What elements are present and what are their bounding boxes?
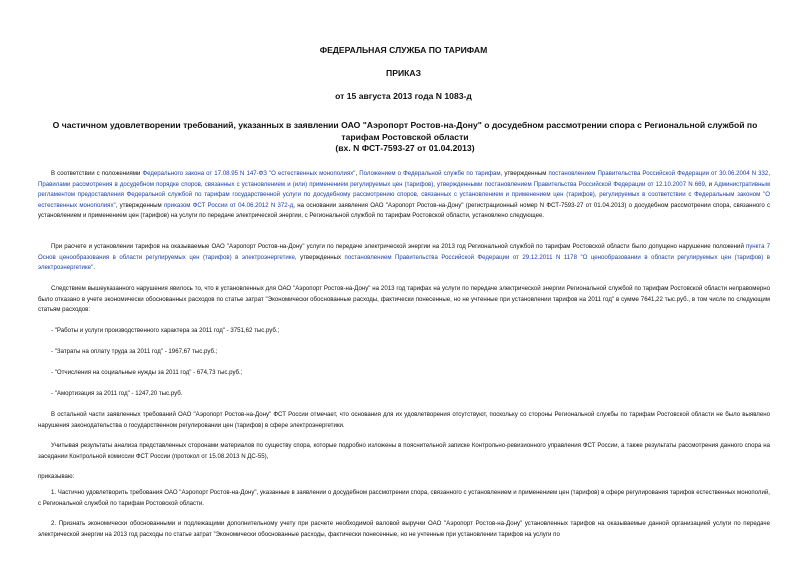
paragraph-order-word: приказываю:: [38, 473, 75, 480]
expense-item-1: - "Работы и услуги производственного характера за 2011 год" - 3751,62 тыс.руб.;: [51, 327, 280, 334]
title-line-3: (вх. N ФСТ-7593-27 от 01.04.2013): [335, 143, 475, 153]
date-number-heading: от 15 августа 2013 года N 1083-д: [335, 91, 472, 101]
title-line-2: тарифам Ростовской области: [341, 131, 469, 142]
paragraph-consequence: Следствием вышеуказанного нарушения явилось то, что в установленных для ОАО "Аэропорт Ростов-на-Дону" на 2013 год тарифах на услуги по передаче электрической энергии Региональной службой по тарифам Ростовской области неправомерно было отказано в учете экономически обоснованных расходов по статье затрат "Экономически обоснованные расходы, фактически понесенные, но не учтенные при установлении тарифов на 2011 год" в сумме 7641,22 тыс.руб., в том числе по следующим статьям расходов:: [38, 285, 770, 314]
document-title: [38, 120, 772, 155]
expense-item-4: - "Амортизация за 2011 год" - 1247,20 тыс.руб.: [51, 390, 183, 397]
expense-item-2: - "Затраты на оплату труда за 2011 год" - 1967,67 тыс.руб.;: [51, 348, 218, 355]
link-pricing-basics-p7[interactable]: пункта 7 Основ ценообразования в области регулируемых цен (тарифов) в электроэнергетике: [38, 243, 771, 261]
agency-heading: ФЕДЕРАЛЬНАЯ СЛУЖБА ПО ТАРИФАМ: [319, 45, 488, 55]
title-line-1: О частичном удовлетворении требований, указанных в заявлении ОАО "Аэропорт Ростов-на-Дону" о досудебном рассмотрении спора с Региональной службой по: [52, 120, 758, 130]
link-dispute-rules-669[interactable]: Правилами рассмотрения в досудебном порядке споров, связанных с установлением и (или) применением регулируемых цен (тарифов), утвержденными постановлением Правительства Российской Федерации от 12.10.2007 N 669: [38, 180, 705, 188]
paragraph-analysis: Учитывая результаты анализа представленных сторонами материалов по существу спора, которые подробно изложены в пояснительной записке Контрольно-ревизионного управления ФСТ России, а также результаты рассмотрения данного спора на заседании Контрольной комиссии ФСТ России (протокол от 15.08.2013 N ДС-55),: [38, 442, 770, 460]
link-federal-law-147[interactable]: Федерального закона от 17.08.95 N 147-ФЗ "О естественных монополиях": [142, 170, 356, 177]
link-fst-regulation[interactable]: Положением о Федеральной службе по тарифам: [359, 170, 501, 177]
paragraph-legal-basis: В соответствии с положениями Федерального закона от 17.08.95 N 147-ФЗ "О естественных монополиях", Положением о Федеральной службе по тарифам, утвержденным постановлением Правительства Российской Федерации от 30.06.2004 N 332, Правилами рассмотрения в досудебном порядке споров, связанных с установлением и (или) применением регулируемых цен (тарифов), утвержденными постановлением Правительства Российской Федерации от 12.10.2007 N 669, и Административным регламентом предоставления Федеральной службой по тарифам государственной услуги по досудебному рассмотрению споров, связанных с установлением и применением цен (тарифов), регулируемых в соответствии с Федеральным законом "О естественных монополиях", утвержденным приказом ФСТ России от 04.06.2012 N 372-д, на основании заявления ОАО "Аэропорт Ростов-на-Дону" (регистрационный номер N ФСТ-7593-27 от 01.04.2013) о досудебном рассмотрении спора, связанного с установлением и применением цен (тарифов) на услуги по передаче электрической энергии, с Региональной службой по тарифам Ростовской области, установлено следующее.: [38, 170, 771, 220]
link-government-decree-1178[interactable]: постановлением Правительства Российской Федерации от 29.12.2011 N 1178 "О ценообразовании в области регулируемых цен (тарифов) в электроэнергетике": [38, 253, 770, 272]
link-government-decree-332[interactable]: постановлением Правительства Российской Федерации от 30.06.2004 N 332: [548, 170, 769, 177]
order-clause-1: 1. Частично удовлетворить требования ОАО "Аэропорт Ростов-на-Дону", указанные в заявлении о досудебном рассмотрении спора, связанного с установлением и применением цен (тарифов) в сфере регулирования тарифов естественных монополий, с Региональной службой по тарифам Ростовской области.: [38, 489, 770, 507]
order-clause-2: 2. Признать экономически обоснованными и подлежащими дополнительному учету при расчете необходимой валовой выручки ОАО "Аэропорт Ростов-на-Дону" установленных тарифов на оказываемые данной организацией услуги по передаче электрической энергии на 2013 год расходы по статье затрат "Экономически обоснованные расходы, фактически понесенные, но не учтенные при установлении тарифов на услуги по: [38, 520, 770, 538]
link-admin-regulation[interactable]: Административным регламентом предоставления Федеральной службой по тарифам государственной услуги по досудебному рассмотрению споров, связанных с установлением и применением цен (тарифов), регулируемых в соответствии с Федеральным законом "О естественных монополиях": [38, 180, 771, 209]
paragraph-remaining-claims: В остальной части заявленных требований ОАО "Аэропорт Ростов-на-Дону" ФСТ России отмечает, что основания для их удовлетворения отсутствуют, поскольку со стороны Региональной службы по тарифам Ростовской области не было выявлено нарушения законодательства о государственном регулировании цен (тарифов) в сфере электроэнергетики.: [38, 411, 770, 429]
expense-item-3: - "Отчисления на социальные нужды за 2011 год" - 674,73 тыс.руб.;: [51, 369, 243, 376]
paragraph-violation: При расчете и установлении тарифов на оказываемые ОАО "Аэропорт Ростов-на-Дону" услуги по передаче электрической энергии на 2013 год Региональной службой по тарифам Ростовской области было допущено нарушение положений пункта 7 Основ ценообразования в области регулируемых цен (тарифов) в электроэнергетике, утвержденных постановлением Правительства Российской Федерации от 29.12.2011 N 1178 "О ценообразовании в области регулируемых цен (тарифов) в электроэнергетике".: [38, 243, 771, 272]
doc-type-heading: ПРИКАЗ: [386, 68, 421, 78]
link-fst-order-372[interactable]: приказом ФСТ России от 04.06.2012 N 372-д: [163, 201, 294, 209]
